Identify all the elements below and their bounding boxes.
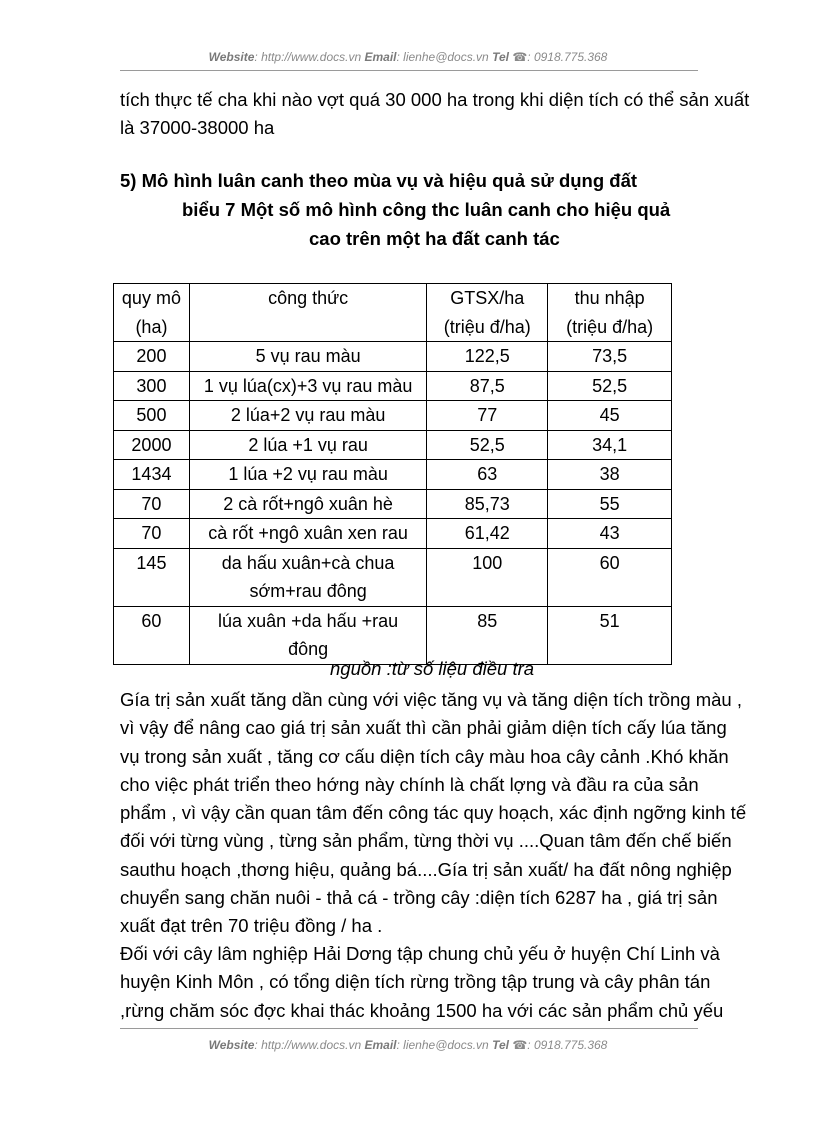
cell-text: 38	[599, 464, 620, 484]
table-cell	[114, 371, 190, 401]
footer-website-label: Website	[208, 1038, 255, 1052]
table-row	[114, 606, 672, 664]
table-cell	[548, 401, 672, 431]
table-cell	[427, 519, 548, 549]
table-cell	[548, 489, 672, 519]
cell-text: cà rốt +ngô xuân xen rau	[208, 523, 408, 543]
cell-text: quy mô	[121, 288, 181, 308]
table-cell	[114, 460, 190, 490]
data-table	[113, 283, 672, 665]
cell-text: 43	[599, 523, 620, 543]
table-row	[114, 342, 672, 372]
cell-text: 51	[599, 610, 620, 631]
cell-text: 5 vụ rau màu	[255, 346, 361, 366]
intro-paragraph: tích thực tế cha khi nào vợt quá 30 000 ha trong khi diện tích có thể sản xuất là 37000-38000 ha	[120, 89, 750, 139]
table-cell	[548, 606, 672, 664]
cell-text: 2000	[131, 434, 172, 455]
cell-text: 1434	[131, 464, 172, 484]
table-row	[114, 489, 672, 519]
table-cell	[548, 342, 672, 372]
footer-tel-label: Tel	[492, 1038, 509, 1052]
cell-text: 60	[141, 610, 162, 631]
cell-text: 2 cà rốt+ngô xuân hè	[223, 493, 393, 514]
cell-text: da hấu xuân+cà chua	[221, 552, 395, 573]
table-cell	[548, 371, 672, 401]
cell-text: đông	[288, 639, 329, 659]
cell-text: (triệu đ/ha)	[566, 316, 654, 337]
table-cell	[114, 342, 190, 372]
table-cell	[548, 548, 672, 606]
table-cell	[189, 342, 426, 372]
cell-text: 85,73	[464, 493, 510, 514]
table-cell	[189, 606, 426, 664]
header-tel-label: Tel	[492, 50, 509, 64]
cell-text: 2 lúa+2 vụ rau màu	[230, 405, 386, 425]
header-email-value[interactable]: : lienhe@docs.vn	[396, 50, 489, 64]
cell-text: (ha)	[135, 316, 168, 337]
cell-text: công thức	[268, 288, 349, 308]
table-title-line-1: biểu 7 Một số mô hình công thc luân canh cho hiệu quả	[182, 199, 671, 220]
table-cell	[114, 606, 190, 664]
table-cell	[427, 489, 548, 519]
cell-text: 52,5	[592, 375, 628, 396]
table-title-line-2: cao trên một ha đất canh tác	[309, 228, 560, 249]
header-website-url[interactable]: : http://www.docs.vn	[254, 50, 362, 64]
footer-website-url[interactable]: : http://www.docs.vn	[254, 1038, 362, 1052]
page-footer	[120, 1038, 696, 1052]
cell-text: 63	[477, 464, 498, 484]
cell-text: 55	[599, 493, 620, 514]
cell-text: sớm+rau đông	[249, 581, 367, 601]
table-cell	[548, 284, 672, 342]
cell-text: lúa xuân +da hấu +rau	[218, 610, 399, 631]
table-cell	[427, 371, 548, 401]
table-cell	[548, 519, 672, 549]
cell-text: 60	[599, 552, 620, 573]
cell-text: 200	[136, 346, 167, 366]
table-cell	[189, 371, 426, 401]
header-website-label: Website	[208, 50, 255, 64]
table-cell	[427, 342, 548, 372]
table-cell	[189, 460, 426, 490]
cell-text: 52,5	[469, 434, 505, 455]
cell-text: 300	[136, 375, 167, 396]
table-row	[114, 548, 672, 606]
table-cell	[427, 430, 548, 460]
header-email-label: Email	[364, 50, 397, 64]
cell-text: 145	[136, 552, 167, 573]
table-cell	[189, 284, 426, 342]
table-cell	[114, 519, 190, 549]
cell-text: 85	[477, 610, 498, 631]
cell-text: 73,5	[592, 346, 628, 366]
cell-text: 1 vụ lúa(cx)+3 vụ rau màu	[203, 375, 413, 396]
section-heading: 5) Mô hình luân canh theo mùa vụ và hiệu quả sử dụng đất	[120, 170, 638, 191]
table-cell	[114, 401, 190, 431]
table-cell	[114, 489, 190, 519]
body-paragraph-2: Đối với cây lâm nghiệp Hải Dơng tập chung chủ yếu ở huyện Chí Linh và huyện Kinh Môn , có tổng diện tích rừng trồng tập trung và cây phân tán ,rừng chăm sóc đợc khai thác khoảng 1500 ha với các sản phẩm chủ yếu	[120, 943, 724, 1021]
table-cell	[189, 548, 426, 606]
table-row	[114, 460, 672, 490]
phone-icon: ☎	[512, 1038, 528, 1052]
cell-text: 45	[599, 405, 620, 425]
table-row	[114, 401, 672, 431]
table-row	[114, 371, 672, 401]
table-cell	[427, 460, 548, 490]
table-cell	[114, 284, 190, 342]
table-cell	[189, 401, 426, 431]
page-header	[120, 50, 696, 64]
table-header-row	[114, 284, 672, 342]
table-cell	[548, 430, 672, 460]
table-cell	[427, 606, 548, 664]
footer-email-label: Email	[364, 1038, 397, 1052]
footer-tel-value: : 0918.775.368	[527, 1038, 608, 1052]
table-row	[114, 430, 672, 460]
table-cell	[114, 548, 190, 606]
table-cell	[427, 284, 548, 342]
table-cell	[427, 548, 548, 606]
cell-text: 70	[141, 493, 162, 514]
cell-text: (triệu đ/ha)	[443, 316, 531, 337]
table-row	[114, 519, 672, 549]
cell-text: 87,5	[469, 375, 505, 396]
phone-icon: ☎	[512, 50, 528, 64]
cell-text: 100	[472, 552, 503, 573]
cell-text: 61,42	[464, 523, 510, 543]
table-cell	[189, 489, 426, 519]
header-tel-value: : 0918.775.368	[527, 50, 608, 64]
cell-text: 1 lúa +2 vụ rau màu	[228, 464, 388, 484]
cell-text: GTSX/ha	[450, 288, 525, 308]
source-note: nguồn :từ số liệu điều tra	[330, 658, 535, 679]
cell-text: 500	[136, 405, 167, 425]
footer-divider	[120, 1028, 698, 1029]
table-cell	[114, 430, 190, 460]
cell-text: 77	[477, 405, 498, 425]
cell-text: thu nhập	[574, 288, 645, 308]
cell-text: 70	[141, 523, 162, 543]
body-paragraph-1: Gía trị sản xuất tăng dần cùng với việc tăng vụ và tăng diện tích trồng màu , vì vậy để nâng cao giá trị sản xuất thì cần phải giảm diện tích cấy lúa tăng vụ trong sản xuất , tăng cơ cấu diện tích cây màu hoa cây cảnh .Khó khăn cho việc phát triển theo hớng này chính là chất lợng và đầu ra của sản phẩm , vì vậy cần quan tâm đến công tác quy hoạch, xác định ngỡng kinh tế đối với từng vùng , từng sản phẩm, từng thời vụ ....Quan tâm đến chế biến sauthu hoạch ,thơng hiệu, quảng bá....Gía trị sản xuất/ ha đất nông nghiệp chuyển sang chăn nuôi - thả cá - trồng cây :diện tích 6287 ha , giá trị sản xuất đạt trên 70 triệu đồng / ha .	[120, 689, 747, 937]
table-cell	[427, 401, 548, 431]
table-cell	[548, 460, 672, 490]
footer-email-value[interactable]: : lienhe@docs.vn	[396, 1038, 489, 1052]
table-cell	[189, 519, 426, 549]
cell-text: 122,5	[464, 346, 510, 366]
cell-text: 34,1	[592, 434, 628, 455]
cell-text: 2 lúa +1 vụ rau	[248, 434, 368, 455]
header-divider	[120, 70, 698, 71]
table-cell	[189, 430, 426, 460]
